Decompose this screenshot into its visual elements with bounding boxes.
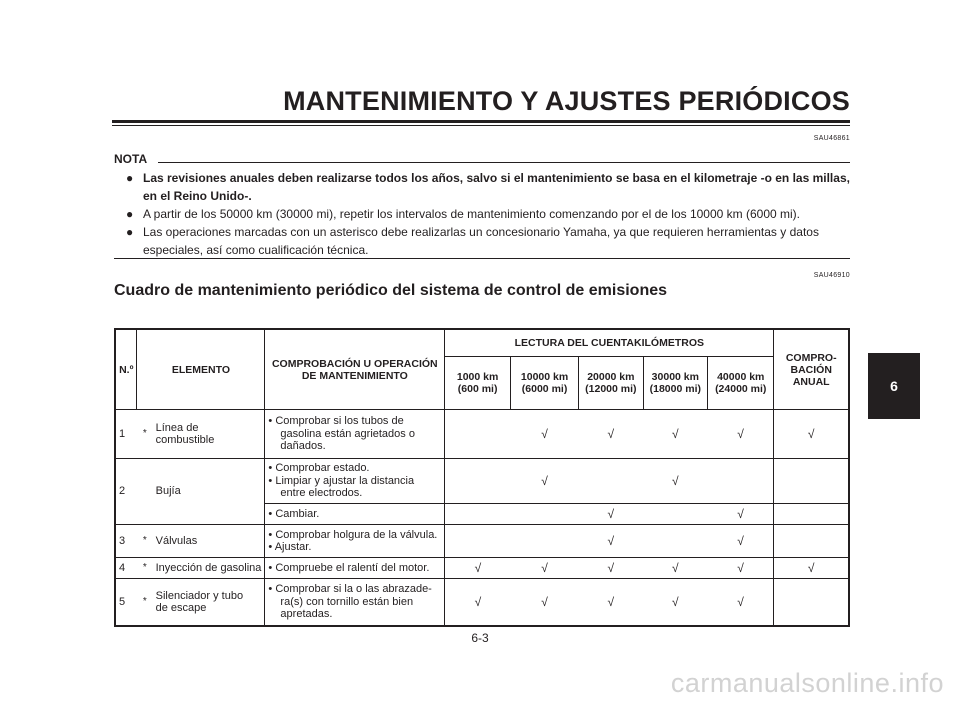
bullet-icon: ● bbox=[126, 171, 134, 185]
operation-line: • Comprobar si los tubos de bbox=[268, 415, 404, 428]
maintenance-table bbox=[114, 328, 850, 627]
check-cell: √ bbox=[774, 558, 849, 579]
watermark: carmanualsonline.info bbox=[670, 668, 944, 698]
check-cell: √ bbox=[579, 410, 643, 459]
nota-item bbox=[114, 205, 850, 223]
header-operation-line1: COMPROBACIÓN U OPERACIÓN bbox=[271, 357, 438, 370]
interval-mi: (600 mi) bbox=[457, 383, 498, 395]
operation-line: • Ajustar. bbox=[268, 541, 312, 553]
nota-item-text: A partir de los 50000 km (30000 mi), repetir los intervalos de mantenimiento comenzando por el de los 10000 km (6000 mi). bbox=[143, 207, 801, 221]
interval-mi: (6000 mi) bbox=[521, 383, 568, 395]
check-cell bbox=[643, 525, 707, 558]
row-element bbox=[153, 410, 265, 459]
check-cell bbox=[774, 459, 849, 504]
header-interval bbox=[579, 357, 643, 410]
header-interval bbox=[643, 357, 707, 410]
header-interval bbox=[511, 357, 579, 410]
row-number: 4 bbox=[115, 558, 137, 579]
header-element: ELEMENTO bbox=[137, 329, 265, 410]
header-operation bbox=[265, 329, 445, 410]
row-element: Válvulas bbox=[153, 525, 265, 558]
check-cell bbox=[445, 504, 511, 525]
check-cell: √ bbox=[708, 579, 774, 627]
operation-line: • Comprobar estado. bbox=[268, 462, 370, 475]
header-annual-line1: COMPRO- bbox=[785, 351, 837, 364]
interval-mi: (12000 mi) bbox=[585, 383, 637, 395]
table-row bbox=[115, 525, 849, 558]
header-rule-thick bbox=[112, 120, 850, 123]
row-number: 3 bbox=[115, 525, 137, 558]
table-row bbox=[115, 459, 849, 504]
operation-line: entre electrodos. bbox=[280, 487, 363, 500]
header-annual-check bbox=[774, 329, 849, 410]
operation-line: gasolina están agrietados o bbox=[280, 427, 415, 440]
check-cell: √ bbox=[708, 525, 774, 558]
header-odometer: LECTURA DEL CUENTAKILÓMETROS bbox=[445, 329, 774, 357]
operation-line: • Compruebe el ralentí del motor. bbox=[268, 561, 430, 574]
row-operation bbox=[265, 459, 445, 504]
check-cell: √ bbox=[511, 410, 579, 459]
interval-km: 20000 km bbox=[587, 371, 635, 383]
check-cell: √ bbox=[774, 410, 849, 459]
check-cell: √ bbox=[708, 558, 774, 579]
row-operation bbox=[265, 410, 445, 459]
check-cell bbox=[774, 579, 849, 627]
section-title: Cuadro de mantenimiento periódico del sistema de control de emisiones bbox=[114, 282, 668, 299]
row-element: Bujía bbox=[153, 459, 265, 525]
row-number: 5 bbox=[115, 579, 137, 627]
header-operation-line2: DE MANTENIMIENTO bbox=[301, 369, 408, 382]
check-cell: √ bbox=[579, 579, 643, 627]
check-cell: √ bbox=[445, 579, 511, 627]
nota-bottom-rule bbox=[114, 258, 850, 259]
operation-line: • Comprobar si la o las abrazade- bbox=[268, 583, 432, 596]
row-element: Inyección de gasolina bbox=[153, 558, 265, 579]
operation-line: • Cambiar. bbox=[268, 507, 320, 520]
table-row bbox=[115, 579, 849, 627]
nota-label: NOTA bbox=[114, 152, 148, 166]
check-cell bbox=[708, 459, 774, 504]
check-cell bbox=[579, 459, 643, 504]
row-operation bbox=[265, 558, 445, 579]
table-row bbox=[115, 410, 849, 459]
operation-line: dañados. bbox=[280, 440, 326, 453]
nota-rule bbox=[158, 162, 850, 163]
check-cell: √ bbox=[708, 504, 774, 525]
check-cell bbox=[643, 504, 707, 525]
header-annual-line2: BACIÓN bbox=[790, 363, 832, 376]
row-asterisk bbox=[137, 459, 153, 525]
row-asterisk: * bbox=[137, 558, 153, 579]
interval-mi: (18000 mi) bbox=[649, 383, 701, 395]
header-interval bbox=[445, 357, 511, 410]
check-cell: √ bbox=[579, 504, 643, 525]
check-cell: √ bbox=[643, 579, 707, 627]
operation-line: • Limpiar y ajustar la distancia bbox=[268, 474, 415, 487]
section-reference-code: SAU46910 bbox=[813, 272, 850, 279]
check-cell: √ bbox=[511, 558, 579, 579]
nota-item-text: Las operaciones marcadas con un asterisco debe realizarlas un concesionario Yamaha, ya que requieren herramientas y datos especiales, así como cualificación técnica. bbox=[143, 225, 819, 257]
header-number: N.º bbox=[115, 329, 137, 410]
interval-km: 1000 km bbox=[456, 371, 499, 383]
check-cell: √ bbox=[643, 410, 707, 459]
element-line: de escape bbox=[155, 602, 207, 614]
row-number: 1 bbox=[115, 410, 137, 459]
check-cell: √ bbox=[579, 558, 643, 579]
nota-item bbox=[114, 169, 850, 205]
row-element bbox=[153, 579, 265, 627]
check-cell: √ bbox=[445, 558, 511, 579]
operation-line: • Comprobar holgura de la válvula. bbox=[268, 528, 438, 541]
nota-list bbox=[114, 169, 850, 259]
row-operation bbox=[265, 525, 445, 558]
chapter-tab: 6 bbox=[868, 353, 920, 419]
table-row bbox=[115, 558, 849, 579]
check-cell: √ bbox=[579, 525, 643, 558]
check-cell bbox=[445, 459, 511, 504]
element-line: combustible bbox=[155, 434, 215, 446]
bullet-icon: ● bbox=[126, 207, 134, 221]
operation-line: ra(s) con tornillo están bien bbox=[280, 595, 414, 608]
check-cell: √ bbox=[643, 558, 707, 579]
check-cell: √ bbox=[511, 579, 579, 627]
interval-km: 40000 km bbox=[717, 371, 765, 383]
check-cell: √ bbox=[511, 459, 579, 504]
check-cell bbox=[445, 410, 511, 459]
page-number: 6-3 bbox=[471, 631, 489, 645]
interval-mi: (24000 mi) bbox=[715, 383, 767, 395]
check-cell: √ bbox=[643, 459, 707, 504]
interval-km: 10000 km bbox=[520, 371, 569, 383]
element-line: Silenciador y tubo bbox=[155, 589, 244, 602]
check-cell bbox=[774, 504, 849, 525]
check-cell bbox=[445, 525, 511, 558]
nota-reference-code: SAU46861 bbox=[813, 135, 850, 142]
row-asterisk: * bbox=[137, 410, 153, 459]
interval-km: 30000 km bbox=[651, 371, 699, 383]
check-cell bbox=[774, 525, 849, 558]
header-annual-line3: ANUAL bbox=[792, 375, 830, 388]
header-rule-thin bbox=[112, 125, 850, 126]
element-line: Línea de bbox=[155, 421, 199, 434]
nota-item bbox=[114, 223, 850, 259]
check-cell bbox=[511, 504, 579, 525]
page-header-title: MANTENIMIENTO Y AJUSTES PERIÓDICOS bbox=[283, 86, 850, 116]
row-number: 2 bbox=[115, 459, 137, 525]
operation-line: apretadas. bbox=[280, 608, 333, 621]
row-asterisk: * bbox=[137, 525, 153, 558]
row-operation bbox=[265, 504, 445, 525]
nota-item-text: Las revisiones anuales deben realizarse todos los años, salvo si el mantenimiento se basa en el kilometraje -o en las millas, en el Reino Unido-. bbox=[143, 171, 850, 203]
check-cell: √ bbox=[708, 410, 774, 459]
row-asterisk: * bbox=[137, 579, 153, 627]
row-operation bbox=[265, 579, 445, 627]
header-interval bbox=[708, 357, 774, 410]
bullet-icon: ● bbox=[126, 225, 134, 239]
check-cell bbox=[511, 525, 579, 558]
